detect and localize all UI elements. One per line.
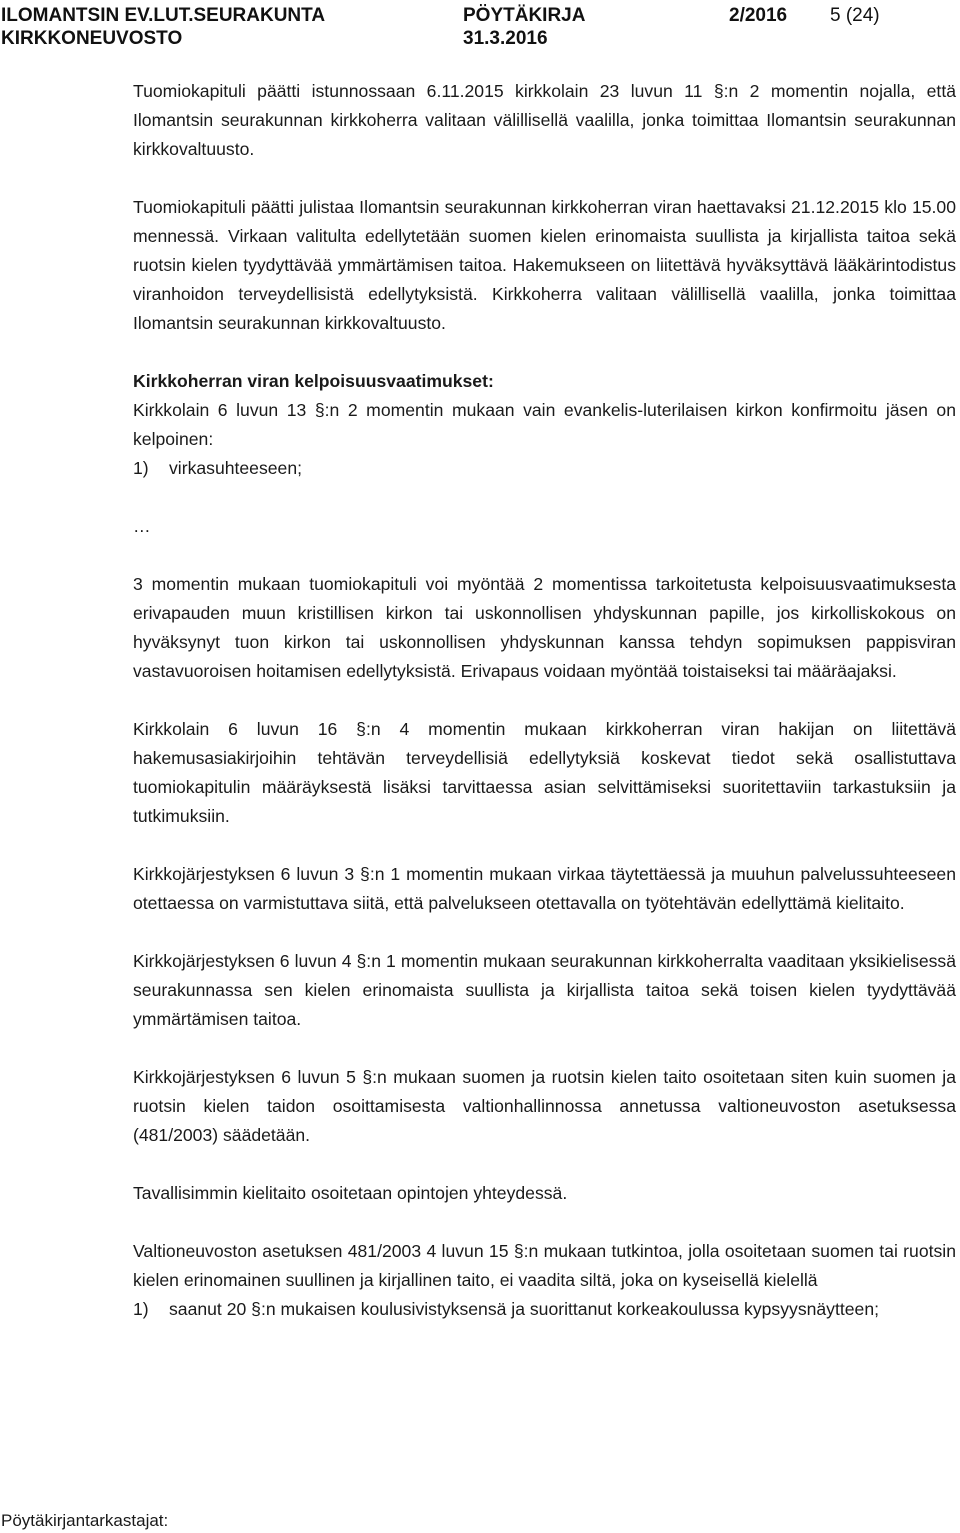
ellipsis: … (133, 516, 151, 536)
list-text: virkasuhteeseen; (169, 458, 303, 478)
list-item (133, 454, 956, 483)
list-number: 1) (133, 458, 149, 478)
paragraph-studies: Tavallisimmin kielitaito osoitetaan opintojen yhteydessä. (133, 1183, 568, 1203)
page-number: 5 (24) (830, 5, 880, 26)
paragraph-decree-481: Valtioneuvoston asetuksen 481/2003 4 luvun 15 §:n mukaan tutkintoa, jolla osoitetaan suomen tai ruotsin kielen erinomainen suullinen ja kirjallinen taito, ei vaadita siltä, joka on kyseisellä kielellä (133, 1241, 956, 1290)
document-type: PÖYTÄKIRJA (463, 5, 586, 26)
body-name: KIRKKONEUVOSTO (1, 28, 183, 49)
paragraph-church-law-13: Kirkkolain 6 luvun 13 §:n 2 momentin mukaan vain evankelis-luterilaisen kirkon konfirmoitu jäsen on kelpoinen: (133, 400, 956, 449)
meeting-date: 31.3.2016 (463, 28, 548, 49)
organization-name: ILOMANTSIN EV.LUT.SEURAKUNTA (1, 5, 326, 26)
paragraph-language-proof: Kirkkojärjestyksen 6 luvun 5 §:n mukaan suomen ja ruotsin kielen taito osoitetaan siten kuin suomen ja ruotsin kielen taidon osoittamisesta valtionhallinnossa annetussa valtioneuvoston asetuksessa (481/2003) säädetään. (133, 1067, 956, 1145)
paragraph-language-skill: Kirkkojärjestyksen 6 luvun 3 §:n 1 momentin mukaan virkaa täytettäessä ja muuhun palvelussuhteeseen otettaessa on varmistuttava siitä, että palvelukseen otettavalla on työtehtävän edellyttämä kielitaito. (133, 864, 956, 913)
list-item (133, 1295, 956, 1326)
footer-reviewers-label: Pöytäkirjantarkastajat: (1, 1511, 169, 1530)
paragraph-health-requirements: Kirkkolain 6 luvun 16 §:n 4 momentin mukaan kirkkoherran viran hakijan on liitettävä hakemusasiakirjoihin tehtävän terveydellisiä edellytyksiä koskevat tiedot sekä osallistuttava tuomiokapitulin määräyksestä lisäksi tarvittaessa asian selvittämiseksi suoritettaviin tarkastuksiin ja tutkimuksiin. (133, 719, 956, 826)
list-text: saanut 20 §:n mukaisen koulusivistyksensä ja suorittanut korkeakoulussa kypsyysnäytteen; (169, 1299, 879, 1319)
section-heading: Kirkkoherran viran kelpoisuusvaatimukset: (133, 371, 494, 391)
paragraph-language-requirements: Kirkkojärjestyksen 6 luvun 4 §:n 1 momentin mukaan seurakunnan kirkkoherralta vaaditaan yksikielisessä seurakunnassa sen kielen erinomaista suullista ja kirjallista taitoa sekä toisen kielen tyydyttävää ymmärtämisen taitoa. (133, 951, 956, 1029)
list-number: 1) (133, 1299, 149, 1319)
document-body (133, 77, 956, 1326)
document-number: 2/2016 (729, 5, 788, 26)
paragraph-vacancy-announcement: Tuomiokapituli päätti julistaa Ilomantsin seurakunnan kirkkoherran viran haettavaksi 21.12.2015 klo 15.00 mennessä. Virkaan valitulta edellytetään suomen kielen erinomaista suullista ja kirjallista taitoa sekä ruotsin kielen tyydyttävää ymmärtämisen taitoa. Hakemukseen on liitettävä hyväksyttävä lääkärintodistus viranhoidon terveydellisistä edellytyksistä. Kirkkoherra valitaan välillisellä vaalilla, jonka toimittaa Ilomantsin seurakunnan kirkkovaltuusto. (133, 197, 956, 333)
paragraph-tuomiokapituli-decision: Tuomiokapituli päätti istunnossaan 6.11.2015 kirkkolain 23 luvun 11 §:n 2 momentin nojalla, että Ilomantsin seurakunnan kirkkoherra valitaan välillisellä vaalilla, jonka toimittaa Ilomantsin seurakunnan kirkkovaltuusto. (133, 81, 956, 159)
paragraph-exemption: 3 momentin mukaan tuomiokapituli voi myöntää 2 momentissa tarkoitetusta kelpoisuusvaatimuksesta erivapauden muun kristillisen kirkon tai uskonnollisen yhdyskunnan papille, jos kirkolliskokous on hyväksynyt tuon kirkon tai uskonnollisen yhdyskunnan kanssa tehdyn sopimuksen pappisviran vastavuoroisen hoitamisen edellytyksistä. Erivapaus voidaan myöntää toistaiseksi tai määräajaksi. (133, 574, 956, 681)
